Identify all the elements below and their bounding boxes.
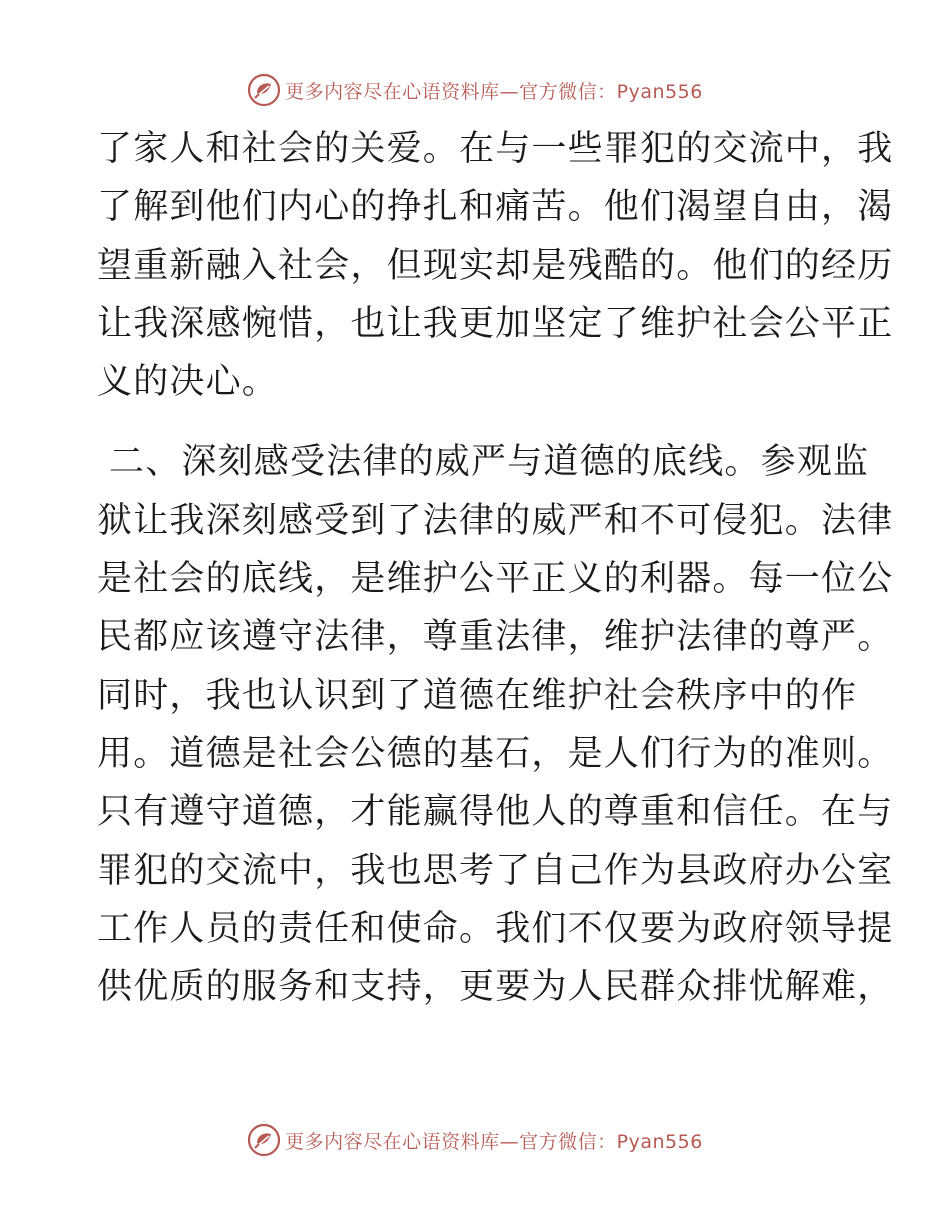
- text-line: 义的决心。: [97, 362, 279, 403]
- text-line: 罪犯的交流中，我也思考了自己作为县政府办公室: [97, 850, 894, 891]
- text-line: 狱让我深刻感受到了法律的威严和不可侵犯。法律: [97, 500, 894, 541]
- heart-leaf-logo-icon: [247, 1123, 281, 1157]
- text-line: 同时，我也认识到了道德在维护社会秩序中的作: [97, 675, 858, 716]
- text-line: 了解到他们内心的挣扎和痛苦。他们渴望自由，渴: [97, 187, 894, 228]
- text-line: 只有遵守道德，才能赢得他人的尊重和信任。在与: [97, 792, 894, 833]
- text-line: 让我深感惋惜，也让我更加坚定了维护社会公平正: [97, 303, 894, 344]
- watermark-text: 更多内容尽在心语资料库—官方微信：Pyan556: [285, 1130, 703, 1153]
- text-line: 用。道德是社会公德的基石，是人们行为的准则。: [97, 733, 894, 774]
- footer-watermark: [0, 1120, 950, 1160]
- text-line: 是社会的底线，是维护公平正义的利器。每一位公: [97, 559, 894, 600]
- text-line: 民都应该遵守法律，尊重法律，维护法律的尊严。: [97, 617, 894, 658]
- paragraph-1: [97, 120, 894, 411]
- heart-leaf-logo-icon: [247, 73, 281, 107]
- body-text: [97, 120, 894, 1016]
- paragraph-gap: [97, 411, 857, 433]
- text-line: 望重新融入社会，但现实却是残酷的。他们的经历: [97, 245, 894, 286]
- paragraph-2: [97, 433, 894, 1016]
- text-line: 了家人和社会的关爱。在与一些罪犯的交流中，我: [97, 129, 894, 169]
- section-heading-line: 二、深刻感受法律的威严与道德的底线。参观监: [109, 442, 870, 483]
- text-line: 供优质的服务和支持，更要为人民群众排忧解难，: [97, 967, 894, 1008]
- text-line: 工作人员的责任和使命。我们不仅要为政府领导提: [97, 908, 894, 949]
- watermark-text: 更多内容尽在心语资料库—官方微信：Pyan556: [285, 80, 703, 103]
- header-watermark: [0, 70, 950, 110]
